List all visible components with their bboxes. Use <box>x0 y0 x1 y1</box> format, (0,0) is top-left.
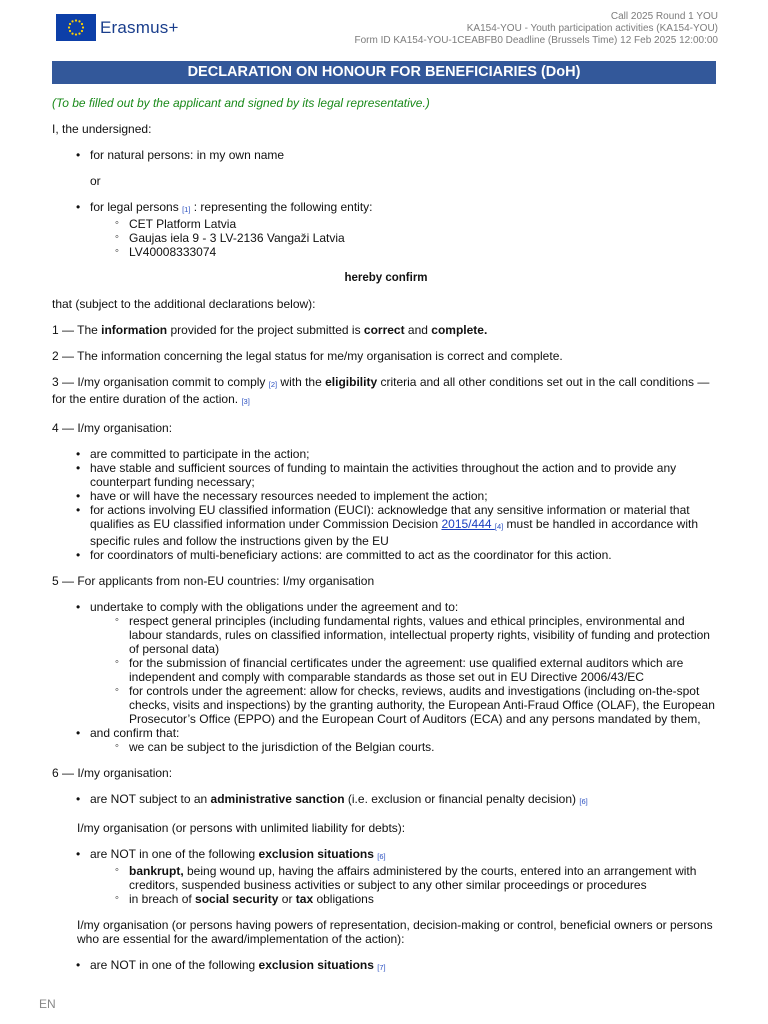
entity-registration: ◦ LV40008333074 <box>129 245 720 259</box>
d1-mid: provided for the project submitted is <box>167 323 364 337</box>
declaration-3 <box>52 375 720 409</box>
d6-admin-sanction <box>90 792 720 809</box>
d3-eligibility: eligibility <box>325 375 378 389</box>
declaration-1 <box>52 323 720 337</box>
d6-or: or <box>278 892 296 906</box>
fill-instruction: (To be filled out by the applicant and signed by its legal representative.) <box>52 96 430 110</box>
d6-administrative-sanction: administrative sanction <box>210 792 345 806</box>
d5-auditors: ◦ for the submission of financial certificates under the agreement: use qualified external auditors which are independent and comply with comparable standards as those set out in EU Directive 2006/43/EC <box>129 656 720 684</box>
d3-rest: criteria and all other conditions set out in the call conditions — for the entire duration of the action. <box>52 375 710 406</box>
d1-prefix: 1 — The <box>52 323 102 337</box>
d6-powers: I/my organisation (or persons having powers of representation, decision-making or control, beneficial owners or persons who are essential for the award/implementation of the action): <box>77 918 713 946</box>
d6-bankrupt-label: bankrupt, <box>129 864 184 878</box>
d6-exclusion-sub <box>90 864 720 906</box>
d6-bankrupt <box>129 864 720 892</box>
d6-sanction-note: (i.e. exclusion or financial penalty decision) <box>344 792 580 806</box>
d1-and: and <box>404 323 432 337</box>
d4-item-resources: • have or will have the necessary resources needed to implement the action; <box>90 489 720 503</box>
d6-exclusion-situations: exclusion situations <box>258 847 374 861</box>
d5-confirm-list <box>90 740 720 754</box>
d6-unlimited-liability: I/my organisation (or persons with unlimited liability for debts): <box>77 821 406 835</box>
entity-details <box>90 217 720 259</box>
legal-persons-list <box>52 200 720 259</box>
subject-text: that (subject to the additional declarations below): <box>52 297 316 311</box>
footnote-ref-3[interactable]: [3] <box>241 397 250 406</box>
d6-exclusion-item <box>90 847 720 906</box>
form-id-deadline: Form ID KA154-YOU-1CEABFB0 Deadline (Brussels Time) 12 Feb 2025 12:00:00 <box>354 35 718 46</box>
declaration-4-list <box>52 447 720 562</box>
d5-principles: ◦ respect general principles (including fundamental rights, values and ethical principles, environmental and labour standards, rules on classified information, intellectual property rights, visibility of funding and protection of personal data) <box>129 614 720 656</box>
footnote-ref-2[interactable]: [2] <box>268 380 278 389</box>
declaration-5-list <box>52 600 720 754</box>
d6-not-subject: are NOT subject to an <box>90 792 211 806</box>
doc-title: DECLARATION ON HONOUR FOR BENEFICIARIES (DoH) <box>52 61 716 84</box>
declaration-2: 2 — The information concerning the legal status for me/my organisation is correct and complete. <box>52 349 563 363</box>
d6-not-in-2: are NOT in one of the following <box>90 958 259 972</box>
d6-exclusion-item-2 <box>90 958 720 975</box>
d3-mid: with the <box>277 375 326 389</box>
d5-undertake <box>90 600 720 726</box>
d6-obligations: obligations <box>313 892 374 906</box>
footnote-ref-6a[interactable]: [6] <box>579 797 588 806</box>
logo-text: Erasmus+ <box>100 17 179 37</box>
footnote-ref-4[interactable]: [4] <box>494 522 504 531</box>
language-code: EN <box>39 997 56 1011</box>
erasmus-logo <box>56 14 179 41</box>
d5-confirm-text: and confirm that: <box>90 726 180 740</box>
d6-bankrupt-text: being wound up, having the affairs administered by the courts, entered into an arrangement with creditors, suspended business activities or subject to any other similar proceedings or procedures <box>129 864 697 892</box>
call-round: Call 2025 Round 1 YOU <box>610 11 718 22</box>
d4-item-coordinator: • for coordinators of multi-beneficiary actions: are committed to act as the coordinator for this action. <box>90 548 720 562</box>
person-type-list <box>52 148 720 162</box>
d6-breach-prefix: in breach of <box>129 892 196 906</box>
d3-prefix: 3 — I/my organisation commit to comply <box>52 375 269 389</box>
entity-name: ◦ CET Platform Latvia <box>129 217 720 231</box>
declaration-6-label: 6 — I/my organisation: <box>52 766 173 780</box>
declaration-body <box>52 96 720 975</box>
intro-text: I, the undersigned: <box>52 122 152 136</box>
d6-social-security: social security <box>195 892 279 906</box>
d6-breach <box>129 892 720 906</box>
page-header <box>0 0 768 58</box>
d1-correct: correct <box>363 323 405 337</box>
d6-exclusion-list <box>52 847 720 906</box>
d4-item-euci <box>90 503 720 548</box>
d5-undertake-text: undertake to comply with the obligations under the agreement and to: <box>90 600 459 614</box>
call-action: KA154-YOU - Youth participation activities (KA154-YOU) <box>466 23 718 34</box>
legal-persons-suffix: : representing the following entity: <box>190 200 373 214</box>
call-meta <box>355 11 719 47</box>
d6-exclusion-situations-2: exclusion situations <box>258 958 374 972</box>
euci-suffix: must be handled in accordance with specific rules and follow the instructions given by the EU <box>90 517 699 548</box>
declaration-4-label: 4 — I/my organisation: <box>52 421 173 435</box>
d6-exclusion-list-2 <box>52 958 720 975</box>
d5-confirm <box>90 726 720 754</box>
euci-prefix: for actions involving EU classified information (EUCI): acknowledge that any sensitive information or material that qualifies as EU classified information under Commission Decision <box>90 503 690 531</box>
decision-link[interactable]: 2015/444 <box>441 517 495 531</box>
d6-not-in: are NOT in one of the following <box>90 847 259 861</box>
d6-tax: tax <box>295 892 314 906</box>
footnote-ref-6b[interactable]: [6] <box>377 852 386 861</box>
d4-item-funding: • have stable and sufficient sources of funding to maintain the activities throughout the action and to provide any counterpart funding necessary; <box>90 461 720 489</box>
d4-item-participate: • are committed to participate in the action; <box>90 447 720 461</box>
d1-information: information <box>101 323 168 337</box>
declaration-5-label: 5 — For applicants from non-EU countries: I/my organisation <box>52 574 375 588</box>
d5-obligations <box>90 614 720 726</box>
d5-belgian-courts: ◦ we can be subject to the jurisdiction of the Belgian courts. <box>129 740 720 754</box>
entity-address: ◦ Gaujas iela 9 - 3 LV-2136 Vangaži Latvia <box>129 231 720 245</box>
or-text: or <box>90 174 101 188</box>
natural-persons-item: • for natural persons: in my own name <box>90 148 720 162</box>
footnote-ref-7[interactable]: [7] <box>377 963 386 972</box>
d1-complete: complete. <box>431 323 488 337</box>
d6-admin-list <box>52 792 720 809</box>
eu-flag-icon <box>56 14 96 41</box>
d5-controls: ◦ for controls under the agreement: allow for checks, reviews, audits and investigations (including on-the-spot checks, visits and inspections) by the granting authority, the European Anti-Fraud Office (OLAF), the European Prosecutor’s Office (EPPO) and the European Court of Auditors (ECA) and any persons mandated by them, <box>129 684 720 726</box>
footnote-ref-1[interactable]: [1] <box>182 205 191 214</box>
legal-persons-label: for legal persons <box>90 200 179 214</box>
legal-persons-item <box>90 200 720 259</box>
hereby-confirm: hereby confirm <box>344 272 428 284</box>
